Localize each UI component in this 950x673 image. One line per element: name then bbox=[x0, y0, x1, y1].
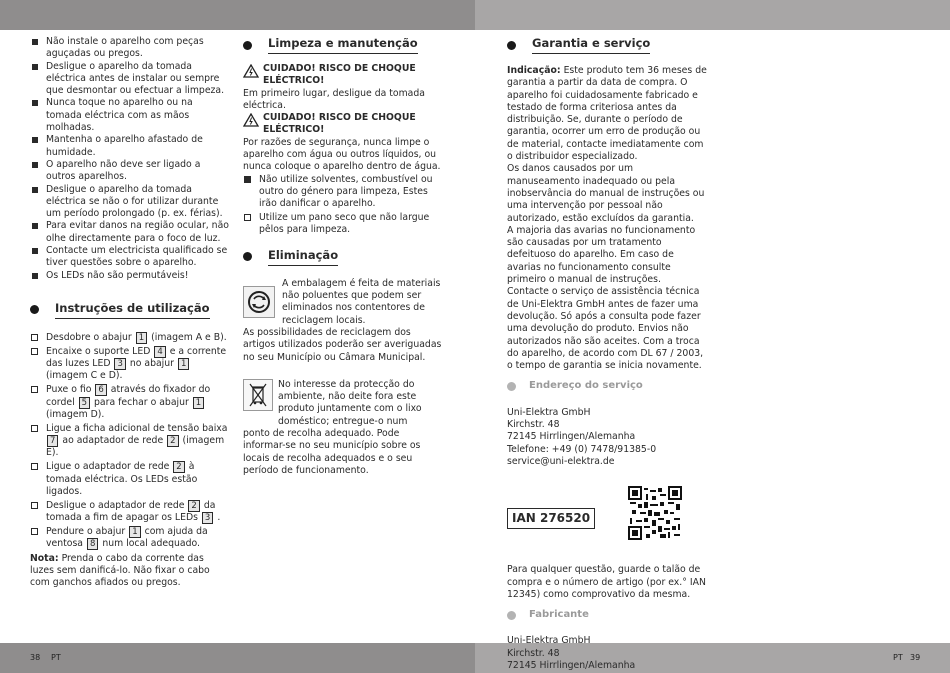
list-item: Utilize um pano seco que não largue pêlos para limpeza. bbox=[243, 212, 443, 237]
packaging-text: A embalagem é feita de materiais não poluentes que podem ser eliminados nos contentores de reciclagem locais. bbox=[282, 277, 441, 326]
part-number: 2 bbox=[173, 461, 184, 473]
list-item: Desligue o adaptador de rede 2 da tomada a fim de apagar os LEDs 3 . bbox=[30, 500, 230, 525]
list-item: Ligue o adaptador de rede 2 à tomada eléctrica. Os LEDs estão ligados. bbox=[30, 461, 230, 498]
part-number: 1 bbox=[193, 397, 204, 409]
bullet-dot-icon bbox=[30, 305, 39, 314]
note bbox=[30, 553, 230, 590]
recycling-text: As possibilidades de reciclagem dos artigos utilizados poderão ser averiguadas no seu Município ou Câmara Municipal. bbox=[243, 326, 442, 363]
part-number: 3 bbox=[114, 358, 125, 370]
list-item: Desligue o aparelho da tomada eléctrica antes de instalar ou sempre que desmontar ou efectuar a limpeza. bbox=[30, 61, 230, 98]
indication-text: Este produto tem 36 meses de garantia a partir da data de compra. O aparelho foi cuidadosamente fabricado e testado de forma criteriosa antes da distribuição. Se, durante o período de garantia, ocorrer um erro de produção ou de material, contacte imediatamente com o distribuidor especializado. bbox=[507, 65, 707, 163]
indication bbox=[507, 65, 707, 163]
warning-2: CUIDADO! RISCO DE CHOQUE ELÉCTRICO! bbox=[243, 112, 443, 137]
recycle-icon bbox=[243, 286, 275, 318]
section-title: Endereço do serviço bbox=[529, 380, 643, 392]
safety-list bbox=[30, 36, 230, 282]
section-title: Instruções de utilização bbox=[55, 301, 210, 319]
ian-number: IAN 276520 bbox=[507, 508, 595, 528]
page-lang-right: PT bbox=[893, 653, 903, 662]
part-number: 7 bbox=[47, 435, 58, 447]
part-number: 2 bbox=[188, 500, 199, 512]
bullet-dot-icon bbox=[507, 41, 516, 50]
grey-dot-icon bbox=[507, 382, 516, 391]
contact-text: Contacte o serviço de assistência técnica de Uni-Elektra GmbH antes de fazer uma devolução. Só após a consulta pode fazer uma devolução do produto. Envios não autorizados não são aceites. Com a troca do aparelho, de acordo com DL 67 / 2003, o tempo de garantia se inicia novamente. bbox=[507, 286, 704, 372]
page-number-right: 39 bbox=[910, 653, 921, 662]
part-number: 6 bbox=[95, 384, 106, 396]
manufacturer-heading bbox=[507, 609, 707, 621]
disposal-heading bbox=[243, 248, 443, 266]
warning-triangle-icon bbox=[243, 64, 259, 78]
list-item: Encaixe o suporte LED 4 e a corrente das luzes LED 3 no abajur 1 (imagem C e D). bbox=[30, 346, 230, 383]
part-number: 8 bbox=[87, 538, 98, 550]
right-column bbox=[507, 36, 707, 672]
list-item: Desdobre o abajur 1 (imagem A e B). bbox=[30, 332, 230, 344]
middle-column bbox=[243, 36, 443, 477]
address-line: service@uni-elektra.de bbox=[507, 455, 615, 467]
left-column bbox=[30, 36, 230, 589]
warning-triangle-icon bbox=[243, 113, 259, 127]
part-number: 3 bbox=[202, 512, 213, 524]
warning-1: CUIDADO! RISCO DE CHOQUE ELÉCTRICO! bbox=[243, 63, 443, 88]
list-item: Mantenha o aparelho afastado de humidade. bbox=[30, 134, 230, 159]
list-item: Para evitar danos na região ocular, não olhe directamente para o foco de luz. bbox=[30, 220, 230, 245]
list-item: Ligue a ficha adicional de tensão baixa 7 ao adaptador de rede 2 (imagem E). bbox=[30, 423, 230, 460]
list-item: Contacte um electricista qualificado se tiver questões sobre o aparelho. bbox=[30, 245, 230, 270]
warning-2-text: Por razões de segurança, nunca limpe o aparelho com água ou outros líquidos, ou nunca coloque o aparelho dentro de água. bbox=[243, 136, 441, 173]
cleaning-list bbox=[243, 174, 443, 237]
address-line: Telefone: +49 (0) 7478/91385-0 bbox=[507, 443, 657, 455]
list-item: Não instale o aparelho com peças aguçadas ou pregos. bbox=[30, 36, 230, 61]
list-item: O aparelho não deve ser ligado a outros aparelhos. bbox=[30, 159, 230, 184]
warning-1-text: Em primeiro lugar, desligue da tomada eléctrica. bbox=[243, 87, 425, 111]
section-title: Fabricante bbox=[529, 609, 589, 621]
service-address-heading bbox=[507, 380, 707, 392]
note-text: Prenda o cabo da corrente das luzes sem danificá-lo. Não fixar o cabo com ganchos afiados ou pregos. bbox=[30, 552, 210, 589]
warranty-heading bbox=[507, 36, 707, 54]
list-item: Não utilize solventes, combustível ou outro do género para limpeza, Estes irão danificar o aparelho. bbox=[243, 174, 443, 211]
address-line: 72145 Hirrlingen/Alemanha bbox=[507, 431, 636, 443]
list-item: Pendure o abajur 1 com ajuda da ventosa 8 num local adequado. bbox=[30, 526, 230, 551]
page-lang-left: PT bbox=[51, 653, 61, 662]
weee-bin-icon bbox=[243, 379, 273, 411]
service-address bbox=[507, 407, 707, 468]
keep-receipt-text: Para qualquer questão, guarde o talão de compra e o número de artigo (por ex.° IAN 12345) como comprovativo da mesma. bbox=[507, 564, 706, 600]
address-line: Kirchstr. 48 bbox=[507, 419, 560, 431]
part-number: 1 bbox=[129, 526, 140, 538]
usage-heading bbox=[30, 301, 230, 319]
indication-label: Indicação: bbox=[507, 65, 561, 76]
list-item: Puxe o fio 6 através do fixador do cordel 5 para fechar o abajur 1 (imagem D). bbox=[30, 384, 230, 421]
weee-text-a: No interesse da protecção do ambiente, não deite fora este produto juntamente com o lixo doméstico; entregue-o num bbox=[278, 378, 422, 427]
part-number: 5 bbox=[79, 397, 90, 409]
part-number: 4 bbox=[154, 346, 165, 358]
damage-text: Os danos causados por um manuseamento inadequado ou pela inobservância do manual de instruções ou uma intervenção por pessoal não autorizado, estão excluídos da garantia. bbox=[507, 163, 705, 224]
bullet-dot-icon bbox=[243, 41, 252, 50]
note-label: Nota: bbox=[30, 552, 59, 564]
list-item: Os LEDs não são permutáveis! bbox=[30, 270, 230, 282]
usage-steps bbox=[30, 332, 230, 551]
part-number: 1 bbox=[178, 358, 189, 370]
top-bar-left bbox=[0, 0, 475, 30]
bottom-bar-left bbox=[0, 643, 475, 673]
part-number: 1 bbox=[136, 332, 147, 344]
ian-block bbox=[507, 486, 707, 558]
section-title: Eliminação bbox=[268, 248, 338, 266]
address-line: Uni-Elektra GmbH bbox=[507, 635, 591, 647]
weee-block bbox=[243, 379, 443, 428]
qr-code-icon bbox=[628, 486, 682, 540]
address-line: Kirchstr. 48 bbox=[507, 647, 560, 659]
top-bar-right bbox=[475, 0, 950, 30]
packaging-block bbox=[243, 278, 443, 327]
grey-dot-icon bbox=[507, 611, 516, 620]
list-item: Desligue o aparelho da tomada eléctrica se não o for utilizar durante um período prolongado (p. ex. férias). bbox=[30, 184, 230, 221]
address-line: 72145 Hirrlingen/Alemanha bbox=[507, 659, 636, 671]
weee-text-b: ponto de recolha adequado. Pode informar-se no seu município sobre os locais de recolha adequados e o seu período de funcionamento. bbox=[243, 428, 421, 476]
list-item: Nunca toque no aparelho ou na tomada eléctrica com as mãos molhadas. bbox=[30, 97, 230, 134]
page-number-left: 38 bbox=[30, 653, 41, 662]
majority-text: A majoria das avarias no funcionamento são causadas por um tratamento defeituoso do aparelho. Em caso de avarias no funcionamento consulte primeiro o manual de instruções. bbox=[507, 224, 696, 286]
section-title: Limpeza e manutenção bbox=[268, 36, 418, 54]
section-title: Garantia e serviço bbox=[532, 36, 650, 54]
manufacturer-address bbox=[507, 635, 707, 672]
address-line: Uni-Elektra GmbH bbox=[507, 406, 591, 418]
cleaning-heading bbox=[243, 36, 443, 54]
part-number: 2 bbox=[167, 435, 178, 447]
bullet-dot-icon bbox=[243, 252, 252, 261]
